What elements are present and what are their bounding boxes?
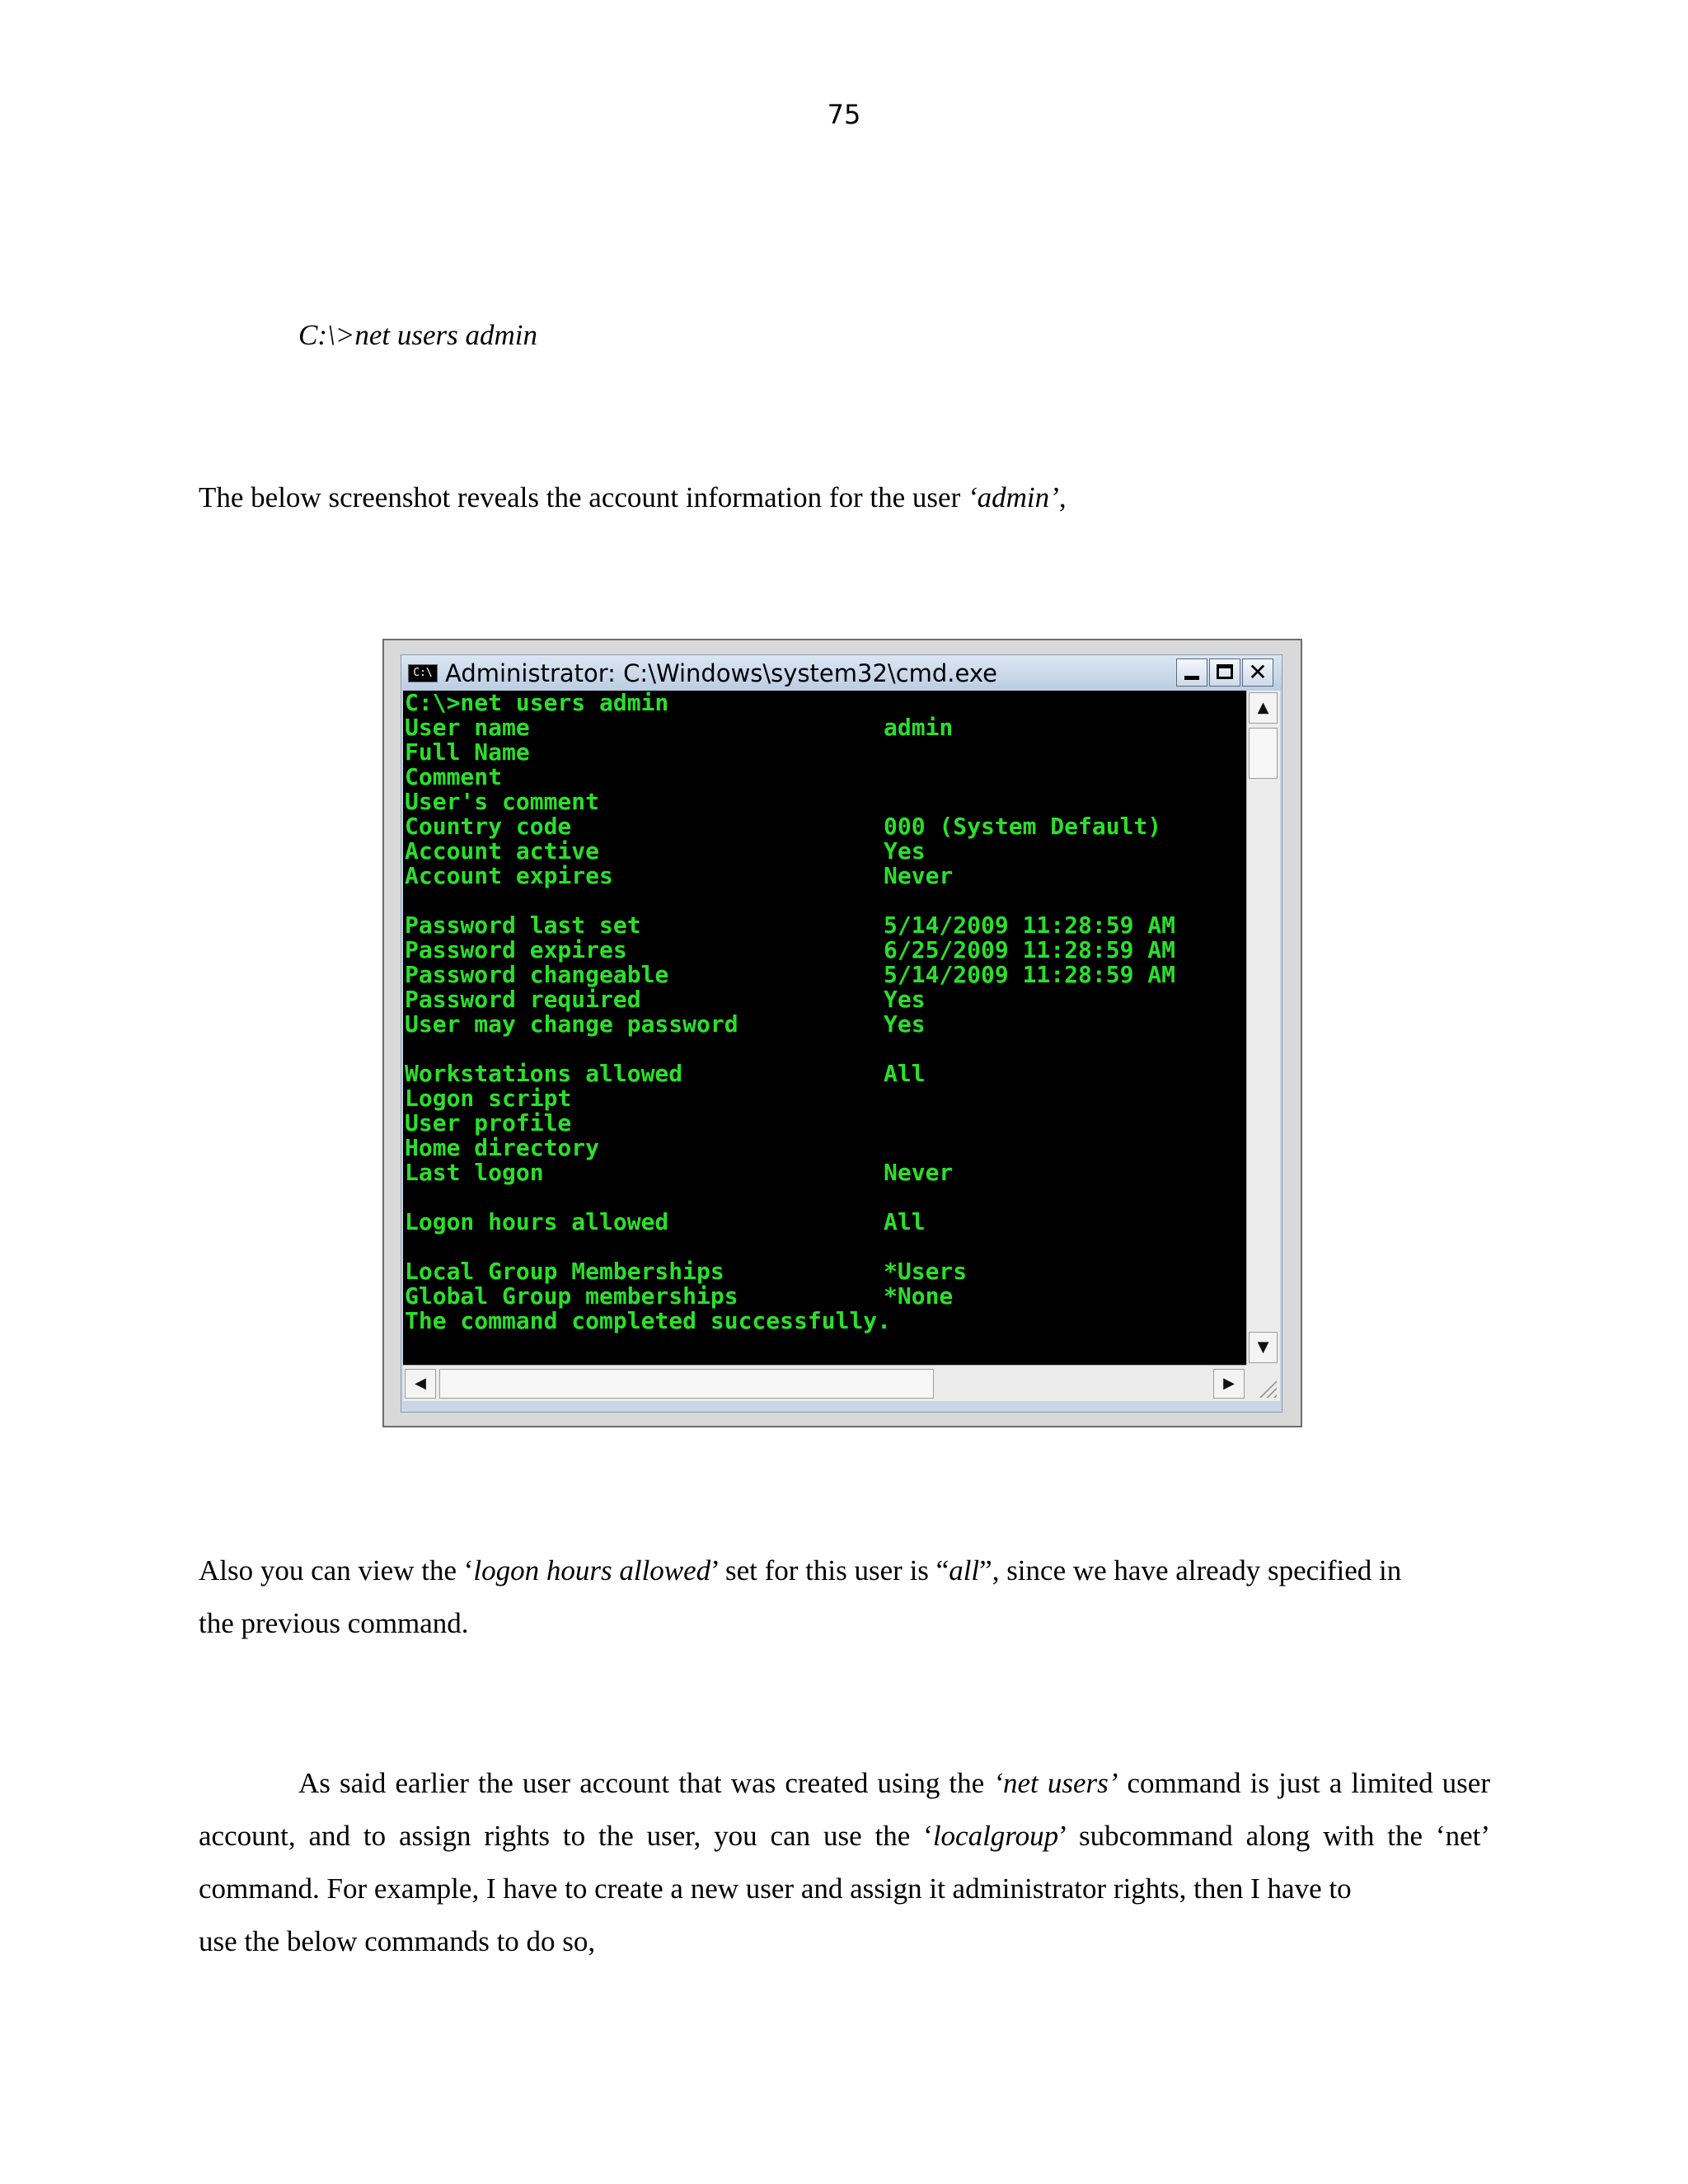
paragraph-logon-hours-text-c: ’ set for this user is “ bbox=[710, 1554, 950, 1586]
paragraph-intro bbox=[199, 471, 1490, 524]
console-row bbox=[403, 715, 1246, 740]
console-row-label: User's comment bbox=[405, 788, 600, 815]
console-row-label: Account active bbox=[405, 837, 600, 865]
console-row-label: Full Name bbox=[405, 738, 530, 766]
console-row bbox=[403, 1037, 1246, 1062]
paragraph-logon-hours-line2: the previous command. bbox=[199, 1607, 469, 1639]
paragraph-localgroup-text-e: ’ subcommand along with the ‘net’ command. For example, I have to create a new user and assign it administrator rights, then I have to bbox=[199, 1820, 1490, 1905]
console-row bbox=[403, 1185, 1246, 1210]
paragraph-localgroup-text-c: command is just a limited user account, and to assign rights to the user, you can use the ‘ bbox=[199, 1767, 1490, 1852]
cmd-app-icon: C:\ bbox=[408, 664, 438, 682]
paragraph-localgroup-emphasis-2: localgroup bbox=[932, 1820, 1059, 1852]
console-row bbox=[403, 740, 1246, 765]
screenshot-figure bbox=[382, 639, 1302, 1427]
minimize-button[interactable] bbox=[1176, 658, 1207, 687]
console-row-label: User name bbox=[405, 714, 530, 741]
command-line-text: C:\>net users admin bbox=[298, 319, 537, 351]
console-row bbox=[403, 1012, 1246, 1037]
console-row bbox=[403, 864, 1246, 888]
console-row-label: Country code bbox=[405, 813, 572, 840]
console-row bbox=[403, 1062, 1246, 1086]
cmd-window bbox=[401, 654, 1282, 1413]
paragraph-localgroup-text-a: As said earlier the user account that was created using the bbox=[298, 1767, 994, 1799]
paragraph-logon-hours-text-a: Also you can view the ‘ bbox=[199, 1554, 474, 1586]
console-row bbox=[403, 1111, 1246, 1136]
console-row-value: admin bbox=[884, 714, 954, 741]
page-number: 75 bbox=[827, 99, 861, 130]
console-row bbox=[403, 1086, 1246, 1111]
console-row-value: 5/14/2009 11:28:59 AM bbox=[884, 912, 1176, 939]
scroll-down-icon: ▼ bbox=[1257, 1338, 1269, 1356]
console-row-value: *Users bbox=[884, 1258, 968, 1285]
console-row bbox=[403, 814, 1246, 839]
window-title: Administrator: C:\Windows\system32\cmd.exe bbox=[445, 659, 997, 687]
console-row bbox=[403, 790, 1246, 814]
console-row-value: 5/14/2009 11:28:59 AM bbox=[884, 961, 1176, 988]
scroll-down-button[interactable] bbox=[1249, 1332, 1278, 1363]
console-row bbox=[403, 963, 1246, 987]
console-row-label: Password expires bbox=[405, 936, 627, 963]
console-row bbox=[403, 987, 1246, 1012]
console-row bbox=[403, 1259, 1246, 1284]
console-prompt-line: C:\>net users admin bbox=[405, 691, 669, 716]
paragraph-logon-hours-emphasis-2: all bbox=[949, 1554, 980, 1586]
console-row-label: Workstations allowed bbox=[405, 1060, 683, 1087]
console-row-value: 6/25/2009 11:28:59 AM bbox=[884, 936, 1176, 963]
console-row bbox=[403, 839, 1246, 864]
console-row-value: Yes bbox=[884, 1010, 926, 1038]
console-row bbox=[403, 1210, 1246, 1235]
console-row-label: Home directory bbox=[405, 1134, 600, 1161]
console-row-label: Global Group memberships bbox=[405, 1282, 738, 1310]
console-row-label: Account expires bbox=[405, 862, 613, 889]
close-icon: ✕ bbox=[1248, 658, 1268, 686]
console-row bbox=[403, 938, 1246, 963]
paragraph-localgroup-emphasis-1: ‘net users’ bbox=[993, 1767, 1118, 1799]
console-row-value: All bbox=[884, 1208, 926, 1235]
scroll-right-icon: ▶ bbox=[1223, 1375, 1235, 1392]
maximize-button[interactable] bbox=[1209, 658, 1240, 687]
paragraph-logon-hours-emphasis-1: logon hours allowed bbox=[473, 1554, 711, 1586]
paragraph-logon-hours-text-e: ”, since we have already specified in bbox=[979, 1554, 1402, 1586]
console-row bbox=[403, 1136, 1246, 1160]
console-row bbox=[403, 765, 1246, 790]
console-row-label: Password required bbox=[405, 986, 641, 1013]
vertical-scrollbar[interactable] bbox=[1246, 691, 1280, 1365]
console-row-value: Yes bbox=[884, 837, 926, 865]
scroll-up-icon: ▲ bbox=[1257, 699, 1269, 716]
horizontal-scrollbar[interactable] bbox=[403, 1365, 1246, 1401]
console-row-label: Logon hours allowed bbox=[405, 1208, 669, 1235]
scroll-left-icon: ◀ bbox=[415, 1375, 426, 1392]
console-row-value: 000 (System Default) bbox=[884, 813, 1162, 840]
paragraph-logon-hours bbox=[199, 1544, 1490, 1650]
resize-grip-icon[interactable] bbox=[1246, 1365, 1280, 1401]
console-row bbox=[403, 888, 1246, 913]
console-row-value: *None bbox=[884, 1282, 954, 1310]
scroll-left-button[interactable] bbox=[405, 1369, 436, 1399]
console-row bbox=[403, 913, 1246, 938]
console-row-label: User may change password bbox=[405, 1010, 738, 1038]
console-row bbox=[403, 1284, 1246, 1309]
scroll-right-button[interactable] bbox=[1213, 1369, 1245, 1399]
minimize-icon bbox=[1184, 676, 1199, 680]
console-row-label: Password last set bbox=[405, 912, 641, 939]
paragraph-localgroup bbox=[199, 1757, 1490, 1968]
maximize-icon bbox=[1217, 664, 1233, 679]
console-row-label: Password changeable bbox=[405, 961, 669, 988]
console-row-label: Last logon bbox=[405, 1159, 544, 1186]
console-row bbox=[403, 1235, 1246, 1259]
console-row-value: Yes bbox=[884, 986, 926, 1013]
console-output[interactable] bbox=[403, 691, 1246, 1365]
paragraph-intro-emphasis: ‘admin’ bbox=[968, 481, 1059, 513]
scroll-up-button[interactable] bbox=[1249, 692, 1278, 724]
vertical-scroll-thumb[interactable] bbox=[1249, 728, 1278, 779]
console-row-label: Logon script bbox=[405, 1085, 572, 1112]
console-row bbox=[403, 1160, 1246, 1185]
console-row-value: All bbox=[884, 1060, 926, 1087]
paragraph-intro-text: The below screenshot reveals the account information for the user bbox=[199, 481, 968, 513]
console-completion-line: The command completed successfully. bbox=[405, 1307, 892, 1334]
console-row-label: Local Group Memberships bbox=[405, 1258, 724, 1285]
console-row-label: User profile bbox=[405, 1109, 572, 1137]
paragraph-intro-tail: , bbox=[1058, 481, 1067, 513]
title-bar[interactable] bbox=[401, 655, 1282, 691]
horizontal-scroll-thumb[interactable] bbox=[439, 1369, 934, 1399]
close-button[interactable] bbox=[1242, 658, 1273, 687]
paragraph-localgroup-last-line: use the below commands to do so, bbox=[199, 1925, 596, 1957]
console-row-label: Comment bbox=[405, 763, 503, 790]
console-row-value: Never bbox=[884, 1159, 954, 1186]
console-row-value: Never bbox=[884, 862, 954, 889]
